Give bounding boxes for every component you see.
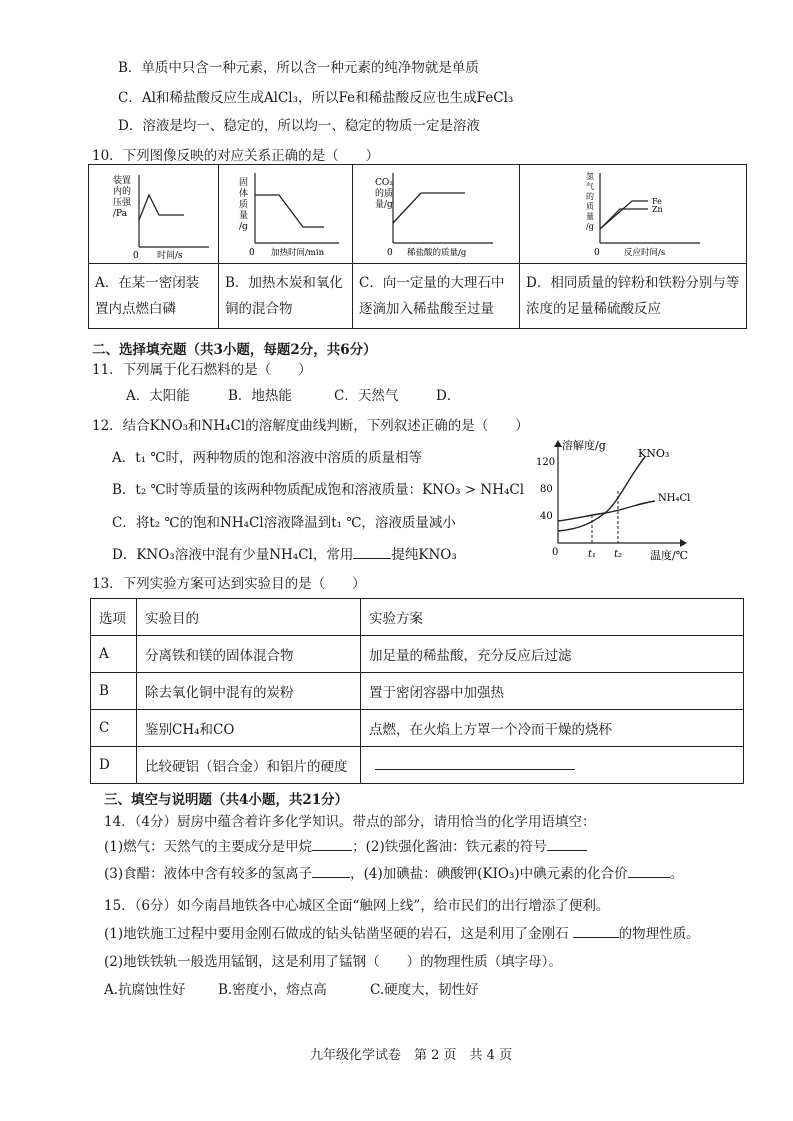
svg-text:质: 质 bbox=[586, 202, 594, 211]
table-row bbox=[91, 710, 744, 747]
q12-option-d-tail: 提纯KNO₃ bbox=[391, 547, 457, 563]
svg-text:量/g: 量/g bbox=[375, 200, 393, 210]
kno3-curve bbox=[558, 457, 645, 531]
svg-text:量: 量 bbox=[586, 212, 594, 221]
q14-part-5: 。 bbox=[669, 866, 684, 882]
q15-line-1 bbox=[104, 922, 700, 942]
table-cell: 点燃，在火焰上方罩一个冷而干燥的烧杯 bbox=[361, 710, 744, 747]
q12-option-a: A．t₁ ℃时，两种物质的饱和溶液中溶质的质量相等 bbox=[112, 450, 422, 466]
svg-text:体: 体 bbox=[239, 189, 249, 199]
q14-line-1 bbox=[104, 835, 587, 855]
q14-blank-2[interactable] bbox=[547, 838, 587, 851]
kno3-label: KNO₃ bbox=[638, 447, 670, 460]
table-cell: 分离铁和镁的固体混合物 bbox=[137, 636, 361, 673]
q14-stem: 14．（4分）厨房中蕴含着许多化学知识。带点的部分，请用恰当的化学用语填空： bbox=[104, 814, 596, 830]
q11-stem: 11．下列属于化石燃料的是（ ） bbox=[92, 362, 312, 378]
q10-caption-b: B．加热木炭和氧化铜的混合物 bbox=[219, 264, 353, 329]
table-cell: 比较硬铝（铝合金）和铝片的硬度 bbox=[137, 747, 361, 784]
q11-option-a: A．太阳能 bbox=[126, 388, 190, 404]
svg-text:/g: /g bbox=[239, 222, 248, 232]
q14-line-2 bbox=[104, 862, 683, 882]
graph-d-xlabel: 反应时间/s bbox=[624, 248, 666, 258]
table-cell: 加足量的稀盐酸，充分反应后过滤 bbox=[361, 636, 744, 673]
table-cell: C bbox=[91, 710, 137, 747]
q10-stem: 10．下列图像反映的对应关系正确的是（ ） bbox=[92, 148, 380, 164]
q12-answer-blank[interactable] bbox=[353, 546, 391, 559]
svg-text:的: 的 bbox=[586, 192, 594, 201]
q14-blank-4[interactable] bbox=[628, 865, 670, 878]
q15-line-2: (2)地铁铁轨一般选用锰钢，这是利用了锰钢（ ）的物理性质（填字母）。 bbox=[104, 954, 562, 970]
q12-stem: 12．结合KNO₃和NH₄Cl的溶解度曲线判断，下列叙述正确的是（ ） bbox=[92, 418, 529, 434]
ytick-120: 120 bbox=[536, 457, 556, 468]
graph-d-legend-fe: Fe bbox=[652, 197, 662, 206]
graph-a-ylabel-3: 压强 bbox=[113, 198, 132, 208]
table-cell: D bbox=[91, 747, 137, 784]
q14-part-2: ；(2)铁强化酱油：铁元素的符号 bbox=[352, 839, 547, 855]
q9-option-d: D．溶液是均一、稳定的，所以均一、稳定的物质一定是溶液 bbox=[118, 118, 480, 134]
q10-graph-table bbox=[88, 164, 747, 329]
q14-part-4: ，(4)加碘盐：碘酸钾(KIO₃)中碘元素的化合价 bbox=[350, 866, 628, 882]
q15-option-c: C.硬度大，韧性好 bbox=[370, 982, 479, 998]
solubility-curve-chart bbox=[530, 435, 730, 565]
q15-part-1: (1)地铁施工过程中要用金刚石做成的钻头钻凿坚硬的岩石，这是利用了金刚石 bbox=[104, 926, 569, 942]
solid-mass-graph bbox=[219, 165, 351, 263]
graph-c-xlabel: 稀盐酸的质量/g bbox=[407, 248, 467, 258]
xtick-origin: 0 bbox=[552, 547, 559, 558]
graph-b-origin: 0 bbox=[249, 248, 255, 258]
q9-option-c: C．Al和稀盐酸反应生成AlCl₃，所以Fe和稀盐酸反应也生成FeCl₃ bbox=[118, 90, 514, 106]
table-row bbox=[91, 747, 744, 784]
table-header-cell: 实验方案 bbox=[361, 599, 744, 636]
q11-option-b: B．地热能 bbox=[228, 388, 292, 404]
q15-stem: 15．（6分）如今南昌地铁各中心城区全面“触网上线”，给市民们的出行增添了便利。 bbox=[104, 898, 610, 914]
q10-caption-d: D．相同质量的锌粉和铁粉分别与等浓度的足量稀硫酸反应 bbox=[520, 264, 747, 329]
q12-option-d-text: D．KNO₃溶液中混有少量NH₄Cl，常用 bbox=[112, 547, 354, 563]
xtick-t1: t₁ bbox=[588, 549, 597, 560]
solubility-ylabel: 溶解度/g bbox=[562, 439, 606, 452]
pressure-time-graph bbox=[89, 165, 217, 263]
ytick-40: 40 bbox=[540, 511, 553, 522]
graph-a-ylabel-1: 装置 bbox=[113, 176, 132, 186]
xtick-t2: t₂ bbox=[614, 549, 623, 560]
svg-text:CO₂: CO₂ bbox=[375, 178, 393, 188]
q13-table bbox=[90, 598, 744, 784]
graph-c-origin: 0 bbox=[387, 248, 393, 258]
hydrogen-mass-graph bbox=[520, 165, 745, 263]
q10-graph-a bbox=[89, 165, 219, 264]
q10-caption-a: A．在某一密闭装置内点燃白磷 bbox=[89, 264, 219, 329]
svg-text:量: 量 bbox=[239, 211, 249, 221]
nh4cl-label: NH₄Cl bbox=[658, 493, 691, 504]
q12-option-d bbox=[112, 543, 457, 563]
q12-option-b: B．t₂ ℃时等质量的该两种物质配成饱和溶液质量：KNO₃ > NH₄Cl bbox=[112, 482, 525, 498]
graph-a-ylabel-2: 内的 bbox=[113, 187, 132, 197]
q14-blank-3[interactable] bbox=[312, 865, 350, 878]
table-row bbox=[91, 636, 744, 673]
svg-text:气: 气 bbox=[586, 182, 594, 191]
svg-text:固: 固 bbox=[239, 178, 249, 188]
solubility-xlabel: 温度/℃ bbox=[650, 549, 689, 562]
ytick-80: 80 bbox=[540, 484, 553, 495]
svg-text:氢: 氢 bbox=[586, 172, 594, 181]
table-header-cell: 选项 bbox=[91, 599, 137, 636]
graph-d-legend-zn: Zn bbox=[652, 205, 663, 214]
q14-part-3: (3)食醋：液体中含有较多的氢离子 bbox=[104, 866, 313, 882]
svg-text:/g: /g bbox=[586, 222, 594, 231]
q15-option-a: A.抗腐蚀性好 bbox=[104, 982, 186, 998]
q10-graph-c bbox=[353, 165, 520, 264]
table-cell: 置于密闭容器中加强热 bbox=[361, 673, 744, 710]
q15-part-2: 的物理性质。 bbox=[618, 926, 700, 942]
graph-a-origin: 0 bbox=[133, 251, 139, 261]
svg-text:的质: 的质 bbox=[375, 189, 394, 199]
page-footer: 九年级化学试卷 第 2 页 共 4 页 bbox=[310, 1048, 513, 1063]
table-row bbox=[91, 673, 744, 710]
q15-option-b: B.密度小，熔点高 bbox=[218, 982, 327, 998]
section-2-heading: 二、选择填充题（共3小题，每题2分，共6分） bbox=[92, 342, 377, 358]
q13-stem: 13．下列实验方案可达到实验目的是（ ） bbox=[92, 576, 366, 592]
q13-answer-blank[interactable] bbox=[375, 757, 575, 770]
q10-graph-d bbox=[520, 165, 747, 264]
q11-option-d: D． bbox=[436, 388, 461, 404]
q14-blank-1[interactable] bbox=[312, 838, 352, 851]
graph-d-origin: 0 bbox=[594, 248, 600, 258]
graph-a-xlabel: 时间/s bbox=[157, 251, 183, 261]
q10-caption-c: C．向一定量的大理石中逐滴加入稀盐酸至过量 bbox=[353, 264, 520, 329]
q11-option-c: C．天然气 bbox=[334, 388, 399, 404]
q9-option-b: B．单质中只含一种元素，所以含一种元素的纯净物就是单质 bbox=[118, 60, 479, 76]
svg-text:质: 质 bbox=[239, 200, 249, 210]
table-cell: 鉴别CH₄和CO bbox=[137, 710, 361, 747]
table-header-row bbox=[91, 599, 744, 636]
q15-blank-1[interactable] bbox=[573, 925, 619, 938]
table-cell: 除去氧化铜中混有的炭粉 bbox=[137, 673, 361, 710]
table-cell bbox=[361, 747, 744, 784]
graph-a-ylabel-4: /Pa bbox=[113, 209, 128, 219]
table-cell: B bbox=[91, 673, 137, 710]
table-header-cell: 实验目的 bbox=[137, 599, 361, 636]
co2-mass-graph bbox=[353, 165, 518, 263]
section-3-heading: 三、填空与说明题（共4小题，共21分） bbox=[104, 792, 349, 808]
q10-graph-b bbox=[219, 165, 353, 264]
table-cell: A bbox=[91, 636, 137, 673]
q14-part-1: (1)燃气：天然气的主要成分是甲烷 bbox=[104, 839, 313, 855]
q12-option-c: C．将t₂ ℃的饱和NH₄Cl溶液降温到t₁ ℃，溶液质量减小 bbox=[112, 515, 456, 531]
graph-b-xlabel: 加热时间/min bbox=[271, 248, 325, 258]
